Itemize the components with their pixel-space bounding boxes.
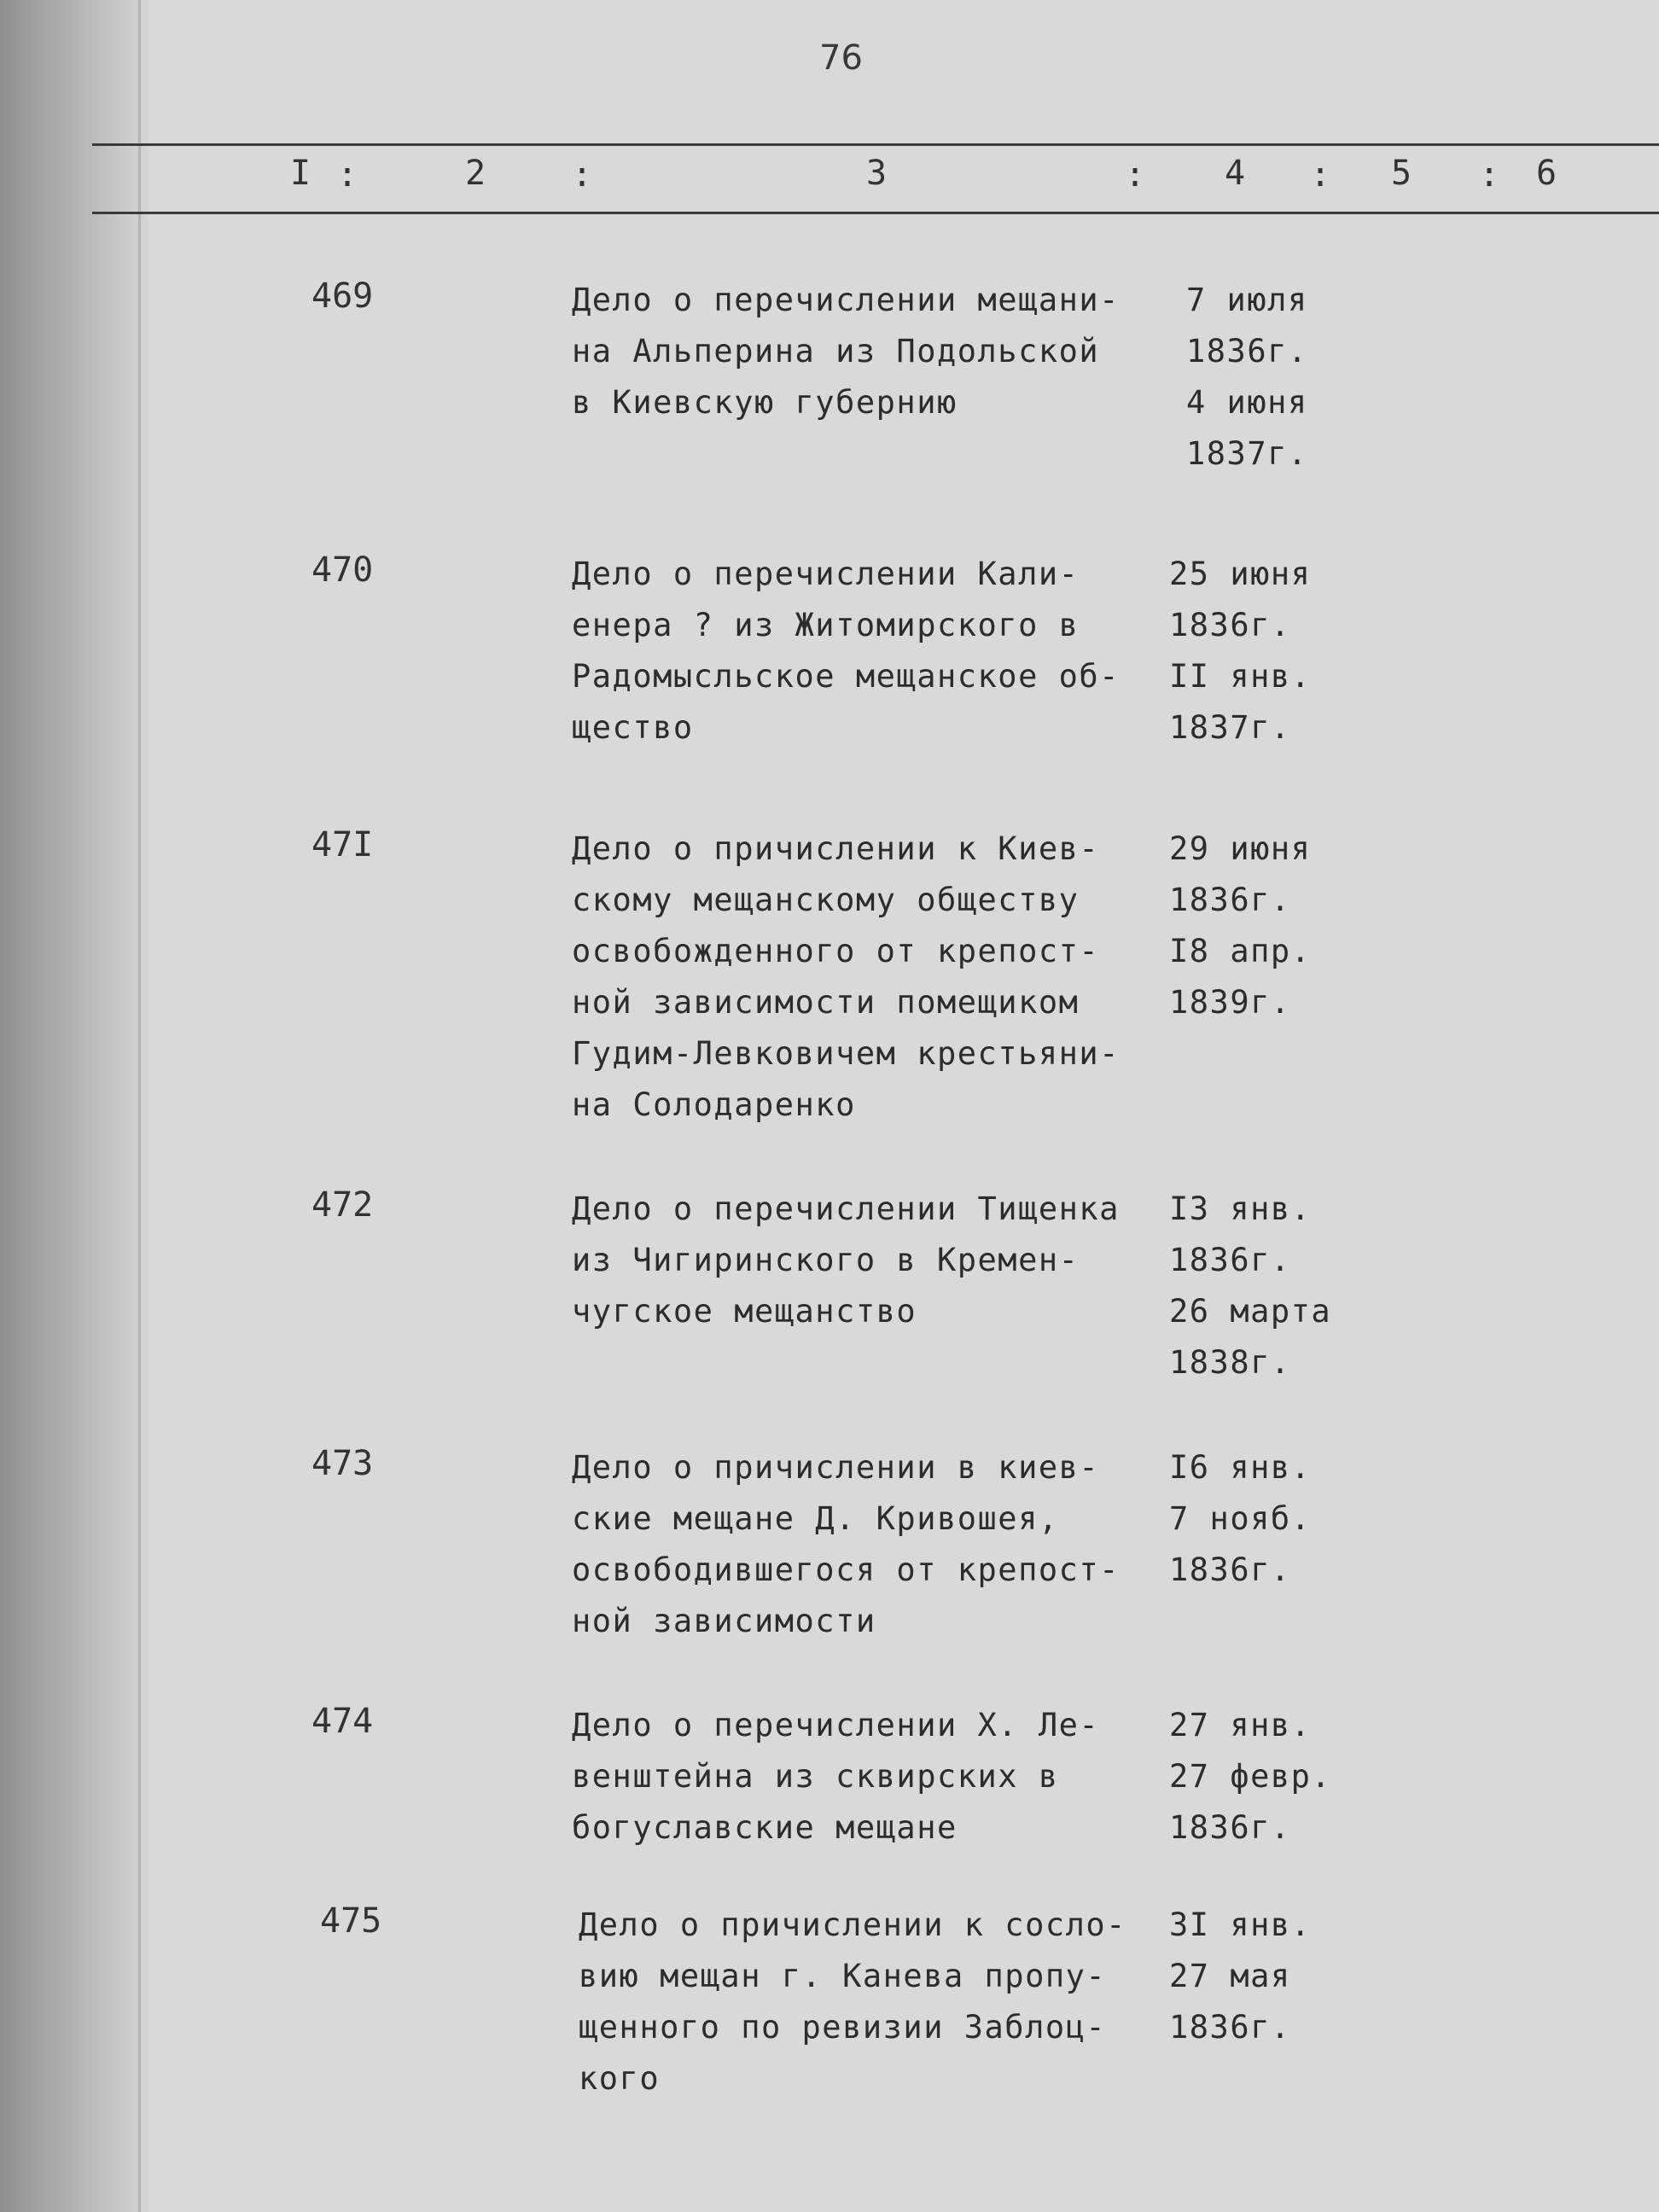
description-line: кого — [579, 2060, 661, 2097]
record-dates — [1169, 1700, 1365, 1854]
date-line: 25 июня — [1169, 556, 1312, 592]
description-line: богуславские мещане — [572, 1809, 958, 1846]
date-line: 4 июня — [1186, 384, 1308, 421]
record-dates — [1169, 549, 1365, 754]
record-number: 47I — [311, 825, 374, 864]
record-dates — [1169, 1900, 1365, 2053]
date-line: 1836г. — [1186, 333, 1308, 370]
description-line: в Киевскую губернию — [572, 384, 958, 421]
record-number: 475 — [320, 1901, 382, 1941]
page-number: 76 — [819, 38, 863, 78]
record-number: 474 — [311, 1702, 374, 1741]
date-line: 1837г. — [1169, 709, 1291, 746]
date-line: 1837г. — [1186, 435, 1308, 472]
header-separator: : — [572, 155, 593, 195]
record-dates — [1169, 1442, 1365, 1596]
description-line: Дело о перечислении Тищенка — [572, 1190, 1120, 1227]
description-line: освобожденного от крепост- — [572, 933, 1100, 969]
date-line: 1836г. — [1169, 1809, 1291, 1846]
header-bottom-rule — [92, 212, 1659, 214]
date-line: 27 мая — [1169, 1958, 1291, 1994]
record-number: 470 — [311, 550, 374, 590]
date-line: 7 июля — [1186, 282, 1308, 318]
description-line: на Альперина из Подольской — [572, 333, 1100, 370]
description-line: Дело о перечислении Х. Ле- — [572, 1707, 1100, 1743]
date-line: I6 янв. — [1169, 1449, 1312, 1486]
date-line: 1836г. — [1169, 2009, 1291, 2046]
description-line: чугское мещанство — [572, 1293, 917, 1330]
date-line: 26 марта — [1169, 1293, 1332, 1330]
description-line: Дело о причислении в киев- — [572, 1449, 1100, 1486]
header-col-5: 5 — [1391, 154, 1412, 193]
header-separator: : — [337, 155, 358, 195]
header-separator: : — [1310, 155, 1331, 195]
record-description — [572, 1442, 1169, 1647]
description-line: щество — [572, 709, 694, 746]
description-line: Дело о причислении к сосло- — [579, 1906, 1126, 1943]
description-line: ной зависимости — [572, 1603, 876, 1639]
description-line: енера ? из Житомирского в — [572, 607, 1080, 643]
record-description — [572, 275, 1169, 428]
record-dates — [1186, 275, 1382, 480]
description-line: вию мещан г. Канева пропу- — [579, 1958, 1107, 1994]
header-col-3: 3 — [866, 154, 888, 193]
description-line: ной зависимости помещиком — [572, 984, 1080, 1021]
record-description — [572, 1700, 1169, 1854]
date-line: 27 янв. — [1169, 1707, 1312, 1743]
record-description — [572, 1184, 1169, 1337]
header-col-6: 6 — [1536, 154, 1557, 193]
date-line: I3 янв. — [1169, 1190, 1312, 1227]
record-description — [572, 549, 1169, 754]
record-dates — [1169, 1184, 1365, 1388]
date-line: 1836г. — [1169, 882, 1291, 918]
header-col-4: 4 — [1225, 154, 1246, 193]
description-line: ские мещане Д. Кривошея, — [572, 1500, 1059, 1537]
date-line: 1839г. — [1169, 984, 1291, 1021]
description-line: Дело о перечислении Кали- — [572, 556, 1080, 592]
date-line: 7 нояб. — [1169, 1500, 1312, 1537]
record-number: 472 — [311, 1185, 374, 1225]
record-description — [579, 1900, 1176, 2104]
description-line: щенного по ревизии Заблоц- — [579, 2009, 1107, 2046]
header-top-rule — [92, 143, 1659, 146]
date-line: 27 февр. — [1169, 1758, 1332, 1795]
date-line: 1836г. — [1169, 1551, 1291, 1588]
record-number: 473 — [311, 1444, 374, 1483]
description-line: Радомысльское мещанское об- — [572, 658, 1120, 695]
description-line: Гудим-Левковичем крестьяни- — [572, 1035, 1120, 1072]
header-separator: : — [1125, 155, 1146, 195]
date-line: 3I янв. — [1169, 1906, 1312, 1943]
record-number: 469 — [311, 276, 374, 316]
description-line: освободившегося от крепост- — [572, 1551, 1120, 1588]
date-line: I8 апр. — [1169, 933, 1312, 969]
description-line: из Чигиринского в Кремен- — [572, 1242, 1080, 1278]
record-dates — [1169, 824, 1365, 1028]
description-line: Дело о причислении к Киев- — [572, 830, 1100, 867]
record-description — [572, 824, 1169, 1131]
date-line: 1838г. — [1169, 1344, 1291, 1381]
description-line: на Солодаренко — [572, 1086, 856, 1123]
description-line: венштейна из сквирских в — [572, 1758, 1059, 1795]
description-line: скому мещанскому обществу — [572, 882, 1080, 918]
header-col-2: 2 — [465, 154, 486, 193]
date-line: 29 июня — [1169, 830, 1312, 867]
date-line: 1836г. — [1169, 1242, 1291, 1278]
date-line: II янв. — [1169, 658, 1312, 695]
description-line: Дело о перечислении мещани- — [572, 282, 1120, 318]
header-separator: : — [1479, 155, 1500, 195]
date-line: 1836г. — [1169, 607, 1291, 643]
header-col-1: I — [290, 154, 311, 193]
